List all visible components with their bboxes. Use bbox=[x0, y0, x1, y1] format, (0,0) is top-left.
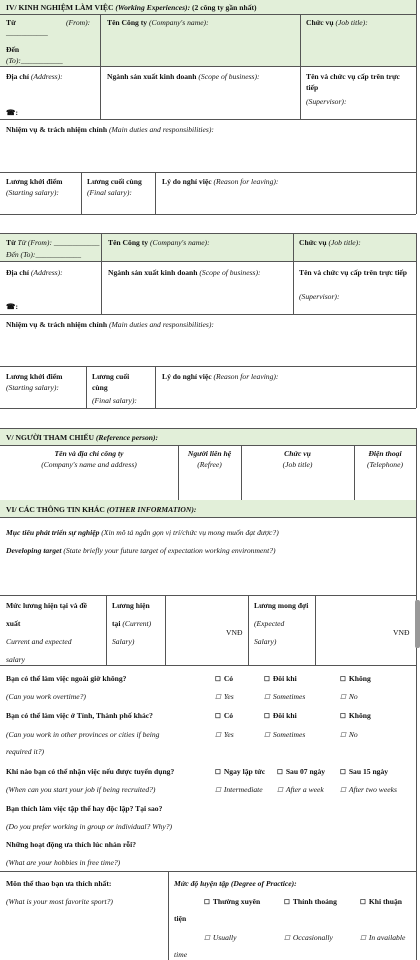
divider bbox=[241, 445, 242, 500]
phone-icon: ☎: bbox=[6, 108, 18, 117]
from-field-2[interactable]: Từ Từ (From): ____________ bbox=[6, 238, 100, 247]
overtime-question-en: (Can you work overtime?) bbox=[6, 692, 86, 701]
start-week-option-en[interactable]: ☐ After a week bbox=[277, 785, 324, 794]
divider bbox=[0, 14, 416, 15]
reference-col-job: Chức vụ (Job title) bbox=[282, 449, 313, 469]
practice-available-option[interactable]: ☐ Khi thuận bbox=[360, 897, 402, 906]
current-salary-label-en-b: salary bbox=[6, 655, 25, 664]
divider bbox=[416, 233, 417, 408]
teamwork-question-en: (Do you prefer working in group or individual? Why?) bbox=[6, 822, 173, 831]
salary-now-label-c: Salary) bbox=[112, 637, 135, 646]
divider bbox=[106, 595, 107, 665]
address-label: Địa chỉ (Address): bbox=[6, 72, 63, 81]
divider bbox=[165, 595, 166, 665]
company-label-2: Tên Công ty (Company's name): bbox=[108, 238, 210, 247]
duties-label: Nhiệm vụ & trách nhiệm chính (Main duties and responsibilities): bbox=[6, 125, 214, 134]
overtime-yes-option[interactable]: ☐ Có bbox=[215, 674, 234, 683]
practice-occasionally-option[interactable]: ☐ Thỉnh thoảng bbox=[284, 897, 337, 906]
salary-now-label-b: tại (Current) bbox=[112, 619, 152, 628]
province-yes-option-en[interactable]: ☐ Yes bbox=[215, 730, 234, 739]
divider bbox=[101, 233, 102, 314]
current-salary-label-b: xuất bbox=[6, 619, 21, 628]
overtime-sometimes-option-en[interactable]: ☐ Sometimes bbox=[264, 692, 306, 701]
start-immediate-option-en[interactable]: ☐ Intermediate bbox=[215, 785, 263, 794]
from-blank[interactable]: ___________ bbox=[6, 28, 48, 37]
leave-reason-label-2: Lý do nghỉ việc (Reason for leaving): bbox=[162, 372, 279, 381]
final-salary-label-2: Lương cuối bbox=[92, 372, 130, 381]
divider bbox=[100, 14, 101, 119]
phone-icon: ☎: bbox=[6, 302, 18, 311]
reference-col-phone: Điện thoại (Telephone) bbox=[367, 449, 403, 469]
start-two-weeks-option[interactable]: ☐ Sau 15 ngày bbox=[340, 767, 389, 776]
start-immediate-option[interactable]: ☐ Ngay lập tức bbox=[215, 767, 266, 776]
expected-salary-label-en: (Expected bbox=[254, 619, 285, 628]
divider bbox=[0, 233, 416, 234]
divider bbox=[0, 408, 416, 409]
start-week-option[interactable]: ☐ Sau 07 ngày bbox=[277, 767, 326, 776]
practice-label: Mức độ luyện tập (Degree of Practice): bbox=[174, 879, 297, 888]
divider bbox=[416, 428, 417, 500]
expected-salary-label-en-b: Salary) bbox=[254, 637, 277, 646]
company-label: Tên Công ty (Company's name): bbox=[107, 18, 209, 27]
to-field-2[interactable]: Đến (To):____________ bbox=[6, 250, 82, 259]
province-no-option[interactable]: ☐ Không bbox=[340, 711, 371, 720]
divider bbox=[0, 119, 416, 120]
divider bbox=[315, 595, 316, 665]
start-date-question-en: (When can you start your job if being recruited?) bbox=[6, 785, 156, 794]
salary-now-label: Lương hiện bbox=[112, 601, 150, 610]
reference-col-company: Tên và địa chỉ công ty (Company's name and address) bbox=[41, 449, 137, 469]
divider bbox=[155, 172, 156, 214]
supervisor-label: Tên và chức vụ cấp trên trực tiếp bbox=[306, 72, 400, 92]
supervisor-label-2-en: (Supervisor): bbox=[299, 292, 340, 301]
divider bbox=[248, 595, 249, 665]
divider bbox=[155, 366, 156, 408]
scrollbar-thumb[interactable] bbox=[415, 600, 420, 648]
developing-target-label: Developing target (State briefly your future target of expectation working environment?) bbox=[6, 546, 276, 555]
from-label-en: (From): bbox=[66, 18, 91, 27]
practice-available-option-b: tiện bbox=[174, 914, 187, 923]
job-label-2: Chức vụ (Job title): bbox=[299, 238, 361, 247]
teamwork-question: Bạn thích làm việc tập thể hay độc lập? Tại sao? bbox=[6, 804, 163, 813]
sport-question: Môn thể thao bạn ưa thích nhất: bbox=[6, 879, 112, 888]
province-question: Bạn có thể làm việc ở Tỉnh, Thành phố khác? bbox=[6, 711, 153, 720]
reference-title: V/ NGƯỜI THAM CHIẾU (Reference person): bbox=[6, 433, 159, 442]
practice-occasionally-option-en[interactable]: ☐ Occasionally bbox=[284, 933, 333, 942]
to-label-en: (To):___________ bbox=[6, 56, 63, 65]
divider bbox=[354, 445, 355, 500]
final-salary-label-2-en: (Final salary): bbox=[92, 396, 137, 405]
divider bbox=[0, 214, 416, 215]
divider bbox=[300, 14, 301, 119]
career-goal-label: Mục tiêu phát triển sự nghiệp (Xin mô tả ngắn gọn vị trí/chức vụ mong muốn đạt được?) bbox=[6, 528, 279, 537]
province-no-option-en[interactable]: ☐ No bbox=[340, 730, 358, 739]
overtime-question: Bạn có thể làm việc ngoài giờ không? bbox=[6, 674, 127, 683]
divider bbox=[416, 500, 417, 960]
province-question-en: (Can you work in other provinces or cities if being bbox=[6, 730, 160, 739]
divider bbox=[0, 66, 416, 67]
start-salary-label-2: Lương khởi điểm bbox=[6, 372, 63, 381]
divider bbox=[0, 665, 416, 666]
overtime-yes-option-en[interactable]: ☐ Yes bbox=[215, 692, 234, 701]
divider bbox=[0, 172, 416, 173]
divider bbox=[86, 366, 87, 408]
expected-vnd: VNĐ bbox=[393, 628, 410, 637]
hobby-question-en: (What are your hobbies in free time?) bbox=[6, 858, 121, 867]
divider bbox=[0, 366, 416, 367]
other-title: VI/ CÁC THÔNG TIN KHÁC (OTHER INFORMATION): bbox=[6, 505, 197, 514]
current-vnd: VNĐ bbox=[226, 628, 243, 637]
to-label: Đến bbox=[6, 45, 20, 54]
practice-available-option-en[interactable]: ☐ In available bbox=[360, 933, 406, 942]
province-sometimes-option[interactable]: ☐ Đôi khi bbox=[264, 711, 297, 720]
current-salary-label: Mức lương hiện tại và đề bbox=[6, 601, 88, 610]
divider bbox=[81, 172, 82, 214]
province-sometimes-option-en[interactable]: ☐ Sometimes bbox=[264, 730, 306, 739]
start-date-question: Khi nào bạn có thể nhận việc nếu được tuyển dụng? bbox=[6, 767, 175, 776]
overtime-sometimes-option[interactable]: ☐ Đôi khi bbox=[264, 674, 297, 683]
final-salary-label-en: (Final salary): bbox=[87, 188, 132, 197]
job-label: Chức vụ (Job title): bbox=[306, 18, 368, 27]
reference-col-refree: Người liên hệ (Refree) bbox=[187, 449, 232, 469]
divider bbox=[0, 428, 416, 429]
sport-question-en: (What is your most favorite sport?) bbox=[6, 897, 113, 906]
duties-label-2: Nhiệm vụ & trách nhiệm chính (Main duties and responsibilities): bbox=[6, 320, 214, 329]
divider bbox=[178, 445, 179, 500]
province-yes-option[interactable]: ☐ Có bbox=[215, 711, 234, 720]
hobby-question: Những hoạt động ưa thích lúc nhàn rỗi? bbox=[6, 840, 137, 849]
supervisor-label-2: Tên và chức vụ cấp trên trực tiếp bbox=[299, 268, 408, 277]
scope-label-2: Ngành sản xuất kinh doanh (Scope of business): bbox=[108, 268, 261, 277]
expected-salary-label: Lương mong đợi bbox=[254, 601, 309, 610]
from-label: Từ bbox=[6, 18, 16, 27]
practice-available-option-en-b: time bbox=[174, 950, 188, 959]
practice-usually-option[interactable]: ☐ Thường xuyên bbox=[204, 897, 261, 906]
final-salary-label: Lương cuối cùng bbox=[87, 177, 142, 186]
divider bbox=[0, 595, 416, 596]
divider bbox=[0, 871, 416, 872]
practice-usually-option-en[interactable]: ☐ Usually bbox=[204, 933, 237, 942]
start-salary-label: Lương khởi điểm bbox=[6, 177, 63, 186]
start-salary-label-2-en: (Starting salary): bbox=[6, 383, 59, 392]
divider bbox=[168, 871, 169, 960]
start-two-weeks-option-en[interactable]: ☐ After two weeks bbox=[340, 785, 397, 794]
final-salary-label-2b: cùng bbox=[92, 383, 108, 392]
divider bbox=[0, 517, 416, 518]
start-salary-label-en: (Starting salary): bbox=[6, 188, 59, 197]
province-question-en-b: required it?) bbox=[6, 747, 45, 756]
scope-label: Ngành sản xuất kinh doanh (Scope of business): bbox=[107, 72, 260, 81]
overtime-no-option[interactable]: ☐ Không bbox=[340, 674, 371, 683]
divider bbox=[0, 314, 416, 315]
divider bbox=[293, 233, 294, 314]
leave-reason-label: Lý do nghỉ việc (Reason for leaving): bbox=[162, 177, 279, 186]
divider bbox=[416, 0, 417, 214]
divider bbox=[0, 261, 416, 262]
address-label-2: Địa chỉ (Address): bbox=[6, 268, 63, 277]
overtime-no-option-en[interactable]: ☐ No bbox=[340, 692, 358, 701]
supervisor-label-en: (Supervisor): bbox=[306, 97, 347, 106]
experience-title: IV/ KINH NGHIỆM LÀM VIỆC (Working Experiences): (2 công ty gần nhất) bbox=[6, 3, 257, 12]
current-salary-label-en: Current and expected bbox=[6, 637, 72, 646]
